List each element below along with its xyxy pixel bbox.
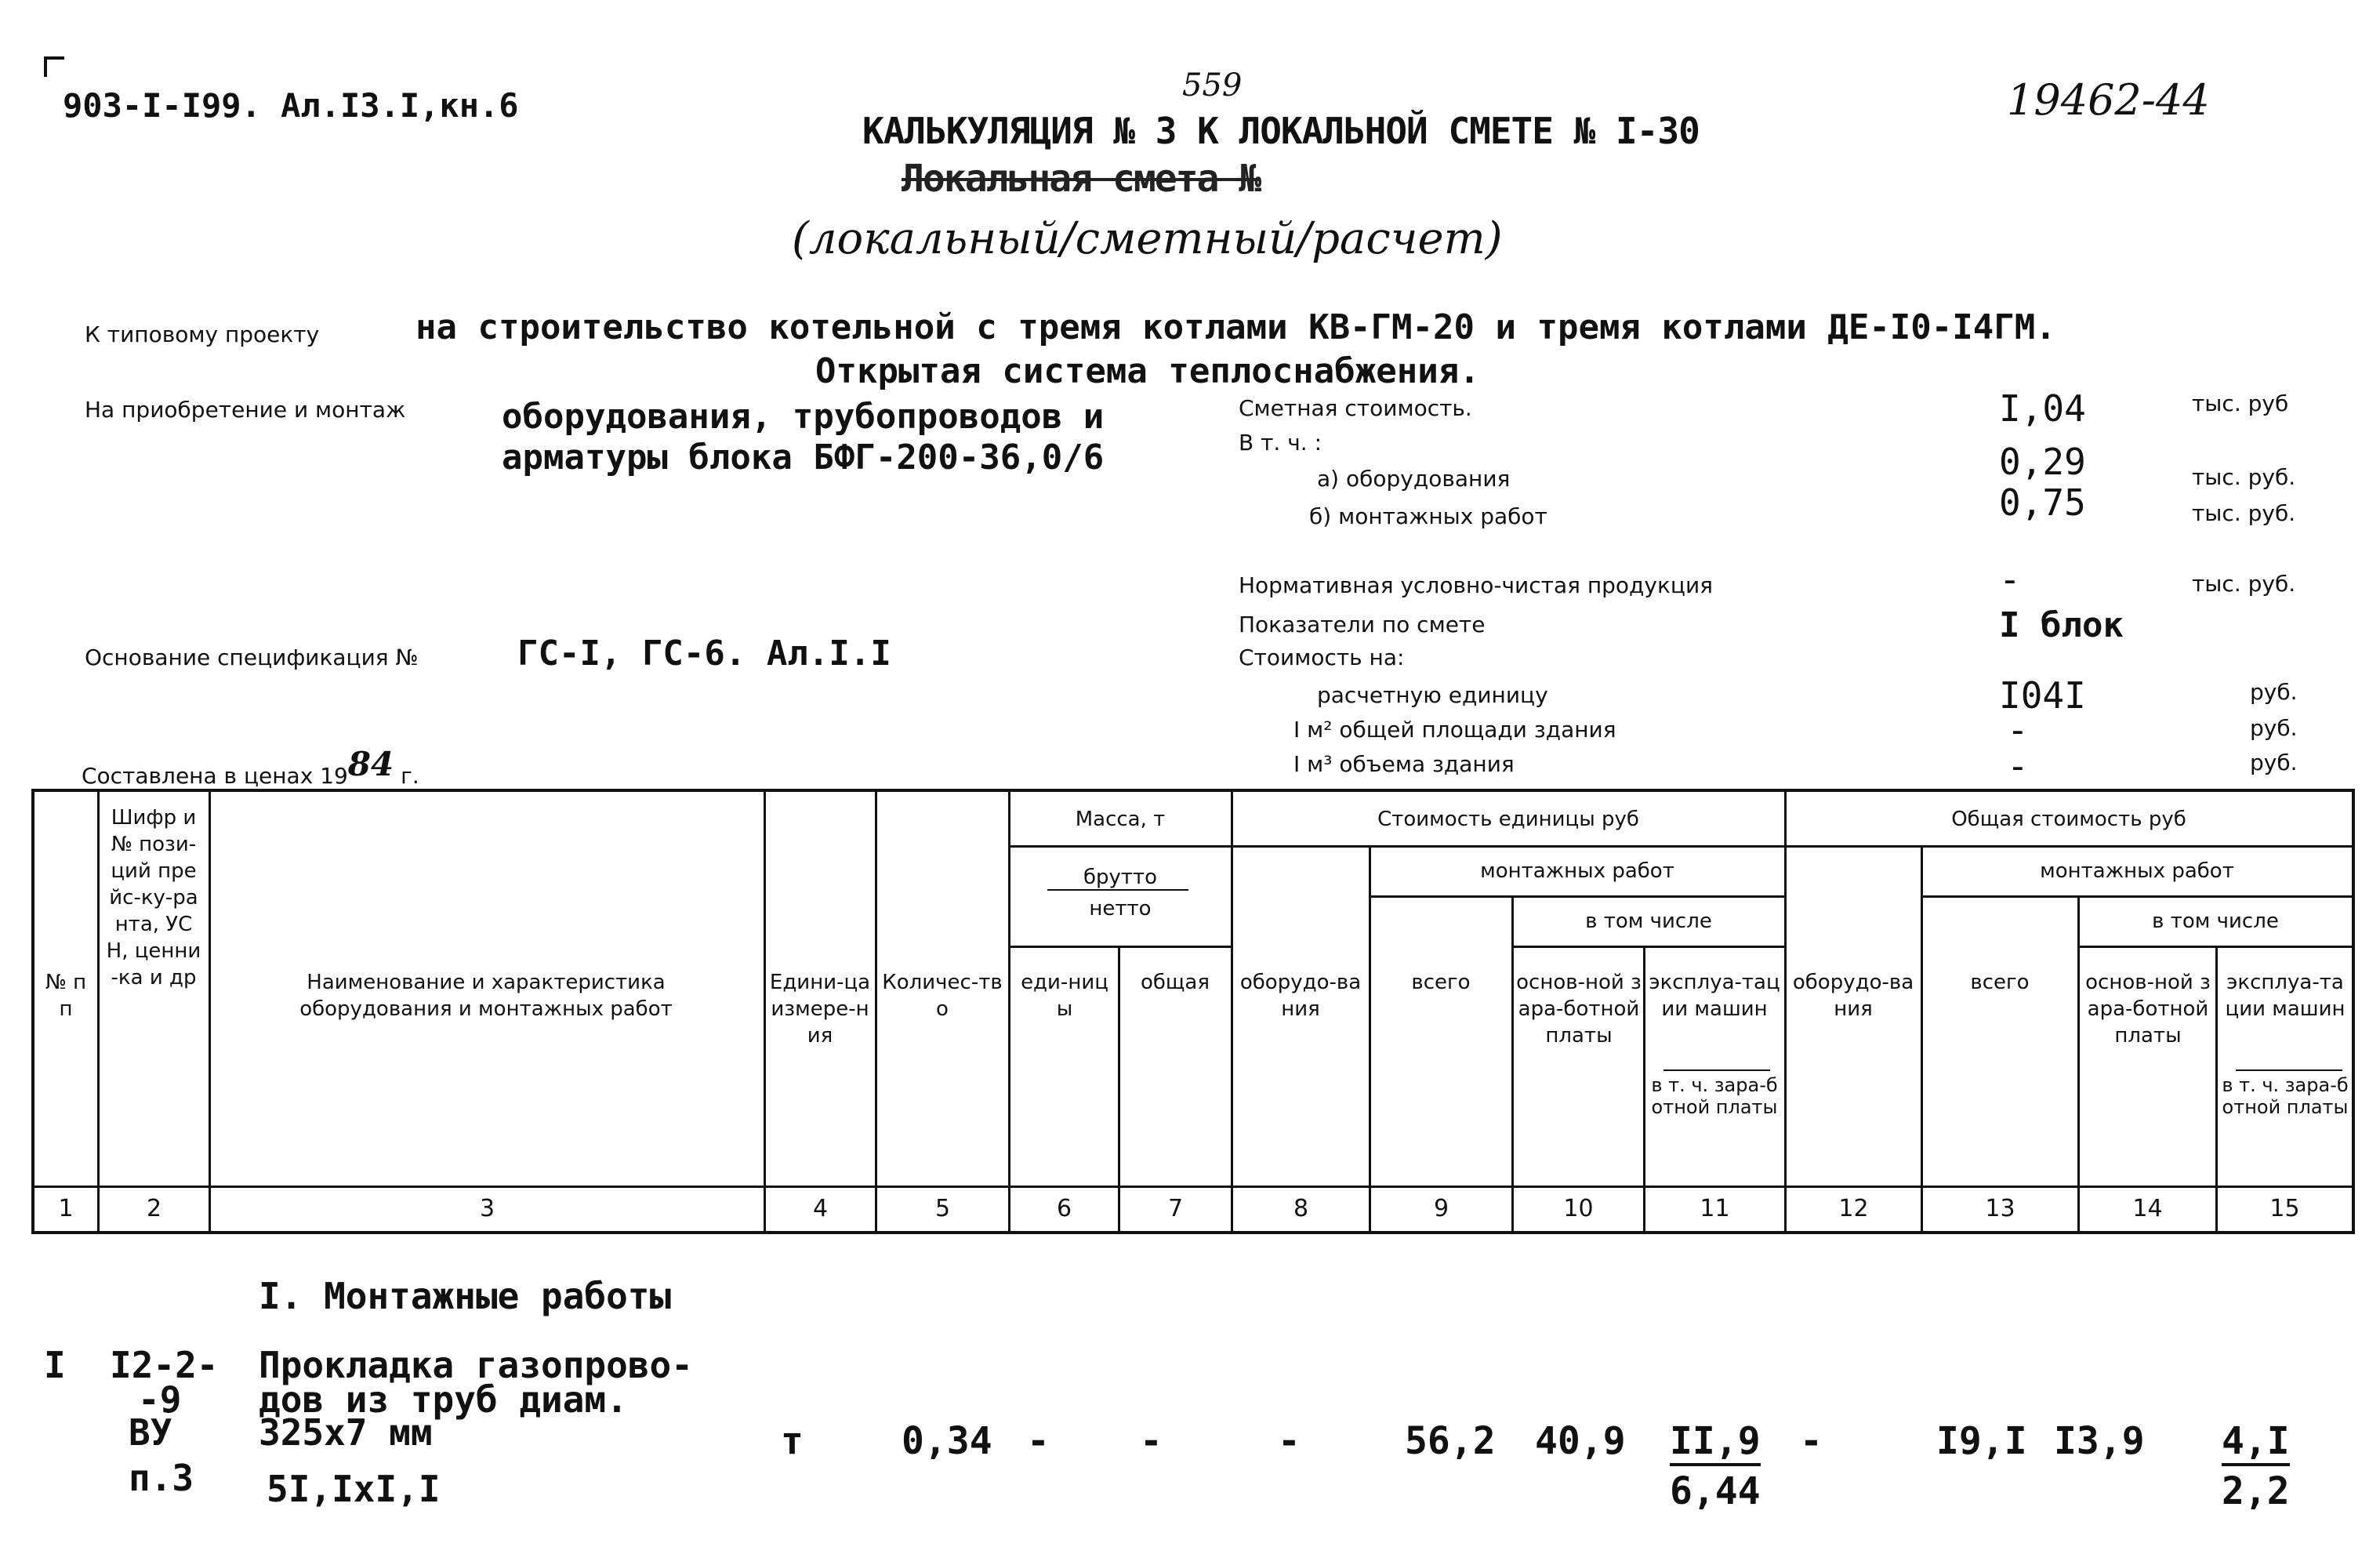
col-num: 3 bbox=[479, 1195, 495, 1222]
th-brutto: брутто bbox=[1083, 866, 1158, 889]
th-unit: Едини-ца измере-ния bbox=[769, 971, 871, 1048]
row-mass-total: - bbox=[1140, 1419, 1163, 1463]
document-title: КАЛЬКУЛЯЦИЯ № 3 К ЛОКАЛЬНОЙ СМЕТЕ № I-30 bbox=[862, 110, 1700, 152]
th-incl: в том числе bbox=[1585, 910, 1712, 933]
document-reference: 903-I-I99. Ал.I3.I,кн.6 bbox=[63, 86, 519, 125]
cost-unit: тыс. руб bbox=[2192, 390, 2289, 416]
col-num: 5 bbox=[934, 1195, 951, 1222]
row-equipment: - bbox=[1278, 1419, 1301, 1463]
th-machines: эксплуа-тации машин bbox=[1649, 971, 1780, 1021]
row-qty: 0,34 bbox=[902, 1419, 992, 1463]
th-machines-wages: в т. ч. зара-ботной платы bbox=[1651, 1074, 1778, 1118]
row-machines: II,9 bbox=[1670, 1419, 1761, 1466]
th-wages: основ-ной зара-ботной платы bbox=[1516, 971, 1642, 1048]
row-install-all: 56,2 bbox=[1405, 1419, 1496, 1463]
th-total-wages: основ-ной зара-ботной платы bbox=[2085, 971, 2211, 1048]
row-code-1: I2-2- bbox=[110, 1344, 219, 1386]
per-area-unit: руб. bbox=[2250, 715, 2298, 741]
prices-year: 84 bbox=[347, 745, 394, 783]
per-unit-unit: руб. bbox=[2250, 679, 2298, 705]
section-title: I. Монтажные работы bbox=[259, 1275, 672, 1317]
cost-value: I,04 bbox=[1999, 387, 2086, 430]
cost-per-label: Стоимость на: bbox=[1239, 645, 1405, 670]
th-unit-cost: Стоимость единицы руб bbox=[1377, 808, 1639, 831]
per-volume-unit: руб. bbox=[2250, 750, 2298, 775]
basis-value: ГС-I, ГС-6. Ал.I.I bbox=[517, 634, 891, 674]
row-unit: т bbox=[781, 1419, 804, 1463]
th-total-incl: в том числе bbox=[2152, 910, 2279, 933]
th-total-cost: Общая стоимость руб bbox=[1951, 808, 2186, 831]
npp-value: - bbox=[1999, 558, 2021, 601]
estimate-table-header bbox=[31, 789, 2355, 1234]
col-num: 9 bbox=[1433, 1195, 1449, 1222]
row-total-all: I9,I bbox=[1936, 1419, 2027, 1463]
th-mass: Масса, т bbox=[1075, 808, 1166, 831]
th-total-machines: эксплуа-тации машин bbox=[2225, 971, 2346, 1021]
project-text-line2: Открытая система теплоснабжения. bbox=[815, 351, 1480, 391]
th-equipment: оборудо-вания bbox=[1239, 971, 1362, 1021]
indicators-value: I блок bbox=[1999, 605, 2124, 645]
col-num: 12 bbox=[1838, 1195, 1869, 1222]
row-no: I bbox=[44, 1344, 66, 1386]
install-value: 0,75 bbox=[1999, 481, 2086, 524]
per-unit-label: расчетную единицу bbox=[1317, 682, 1548, 708]
th-total-equipment: оборудо-вания bbox=[1792, 971, 1914, 1021]
corner-mark bbox=[44, 56, 64, 77]
row-code-4: п.3 bbox=[129, 1457, 194, 1499]
col-num: 8 bbox=[1293, 1195, 1309, 1222]
th-mass-total: общая bbox=[1140, 971, 1210, 994]
prices-suffix: г. bbox=[401, 763, 419, 789]
row-wages: 40,9 bbox=[1535, 1419, 1626, 1463]
row-code-2: -9 bbox=[138, 1378, 182, 1421]
col-num: 2 bbox=[146, 1195, 162, 1222]
col-num: 4 bbox=[812, 1195, 829, 1222]
row-code-3: ВУ bbox=[129, 1411, 172, 1454]
cost-label: Сметная стоимость. bbox=[1239, 395, 1472, 421]
col-num: 10 bbox=[1563, 1195, 1594, 1222]
th-code: Шифр и № пози-ций прейс-ку-ранта, УСН, ценни-ка и др bbox=[106, 806, 201, 989]
row-total-wages: I3,9 bbox=[2054, 1419, 2145, 1463]
th-install: монтажных работ bbox=[1480, 859, 1674, 883]
prices-label-text: Составлена в ценах 19 bbox=[82, 763, 348, 789]
th-netto: нетто bbox=[1089, 897, 1152, 920]
per-area-label: I м² общей площади здания bbox=[1293, 717, 1616, 743]
per-volume-label: I м³ объема здания bbox=[1293, 751, 1515, 777]
th-all: всего bbox=[1411, 971, 1471, 994]
col-num: 7 bbox=[1167, 1195, 1184, 1222]
th-qty: Количес-тво bbox=[882, 971, 1003, 1021]
col-num: 14 bbox=[2132, 1195, 2163, 1222]
row-name-3: 325x7 мм bbox=[259, 1411, 433, 1454]
npp-label: Нормативная условно-чистая продукция bbox=[1239, 572, 1713, 598]
row-mass-unit: - bbox=[1027, 1419, 1050, 1463]
equipment-unit: тыс. руб. bbox=[2192, 464, 2296, 490]
per-unit-value: I04I bbox=[1999, 674, 2086, 717]
document-subtitle: (локальный/сметный/расчет) bbox=[792, 213, 1503, 264]
purchase-line2: арматуры блока БФГ-200-36,0/6 bbox=[502, 438, 1105, 477]
row-total-equipment: - bbox=[1800, 1419, 1823, 1463]
equipment-label: а) оборудования bbox=[1317, 466, 1511, 492]
col-num: 11 bbox=[1700, 1195, 1730, 1222]
th-no: № п п bbox=[45, 971, 87, 1021]
incl-label: В т. ч. : bbox=[1239, 430, 1322, 456]
col-num: 13 bbox=[1985, 1195, 2015, 1222]
row-name-4: 5I,IxI,I bbox=[267, 1468, 441, 1510]
struck-out-line: Локальная смета № bbox=[902, 157, 1261, 201]
th-total-install: монтажных работ bbox=[2040, 859, 2234, 883]
install-label: б) монтажных работ bbox=[1309, 503, 1547, 529]
col-num: 15 bbox=[2269, 1195, 2300, 1222]
row-name-1: Прокладка газопрово- bbox=[259, 1344, 693, 1386]
purchase-label: На приобретение и монтаж bbox=[85, 397, 406, 423]
project-text-line1: на строительство котельной с тремя котлами КВ-ГМ-20 и тремя котлами ДЕ-I0-I4ГМ. bbox=[415, 307, 2056, 347]
per-area-value: - bbox=[2007, 709, 2029, 751]
per-volume-value: - bbox=[2007, 745, 2029, 787]
th-name: Наименование и характеристика оборудования и монтажных работ bbox=[299, 971, 673, 1021]
document-number: 19462-44 bbox=[2007, 75, 2210, 125]
indicators-label: Показатели по смете bbox=[1239, 612, 1486, 637]
install-unit: тыс. руб. bbox=[2192, 500, 2296, 526]
project-label: К типовому проекту bbox=[85, 321, 320, 347]
equipment-value: 0,29 bbox=[1999, 441, 2086, 483]
row-machines-wages: 6,44 bbox=[1670, 1469, 1761, 1513]
npp-unit: тыс. руб. bbox=[2192, 571, 2296, 597]
prices-label bbox=[82, 745, 419, 791]
basis-label: Основание спецификация № bbox=[85, 645, 419, 670]
purchase-line1: оборудования, трубопроводов и bbox=[502, 397, 1105, 437]
row-total-machines: 4,I bbox=[2222, 1419, 2290, 1466]
col-num: 6 bbox=[1056, 1195, 1072, 1222]
th-total-machines-wages: в т. ч. зара-ботной платы bbox=[2222, 1074, 2349, 1118]
row-name-2: дов из труб диам. bbox=[259, 1378, 628, 1421]
row-total-machines-wages: 2,2 bbox=[2222, 1469, 2290, 1513]
th-mass-unit: еди-ницы bbox=[1021, 971, 1108, 1021]
th-total-all: всего bbox=[1970, 971, 2030, 994]
col-num: 1 bbox=[58, 1195, 74, 1222]
page-number: 559 bbox=[1182, 67, 1243, 103]
